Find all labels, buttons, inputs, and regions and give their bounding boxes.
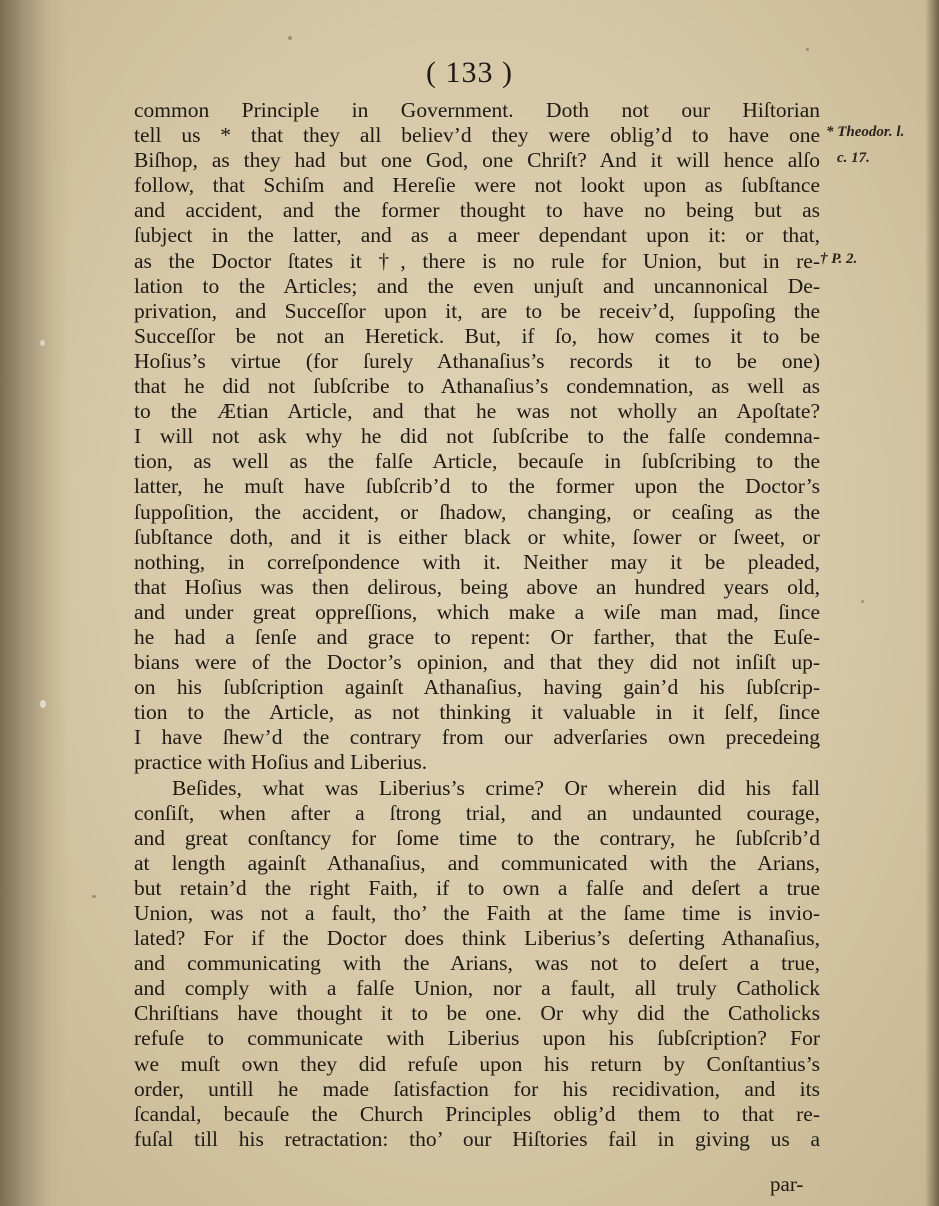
paper-speck — [806, 48, 809, 51]
text-line: but retain’d the right Faith, if to own a falſe and deſert a true — [134, 875, 820, 900]
text-line: and under great oppreſſions, which make a wiſe man mad, ſince — [134, 599, 820, 624]
text-line: he had a ſenſe and grace to repent: Or farther, that the Euſe- — [134, 624, 820, 649]
text-line: order, untill he made ſatisfaction for his recidivation, and its — [134, 1076, 820, 1101]
text-line: lated? For if the Doctor does think Liberius’s deſerting Athanaſius, — [134, 926, 820, 951]
text-line: ſubſtance doth, and it is either black or white, ſower or ſweet, or — [134, 524, 820, 549]
text-line: and great conſtancy for ſome time to the contrary, he ſubſcrib’d — [134, 825, 820, 850]
text-line: that Hoſius was then delirous, being above an hundred years old, — [134, 574, 820, 599]
text-line: conſiſt, when after a ſtrong trial, and an undaunted courage, — [134, 800, 820, 825]
text-line: ſubject in the latter, and as a meer dependant upon it: or that, — [134, 223, 820, 248]
margin-note: * Theodor. l. — [826, 124, 905, 140]
text-line: as the Doctor ſtates it †, there is no rule for Union, but in re- — [134, 248, 820, 273]
catchword: par- — [770, 1172, 804, 1196]
text-line: refuſe to communicate with Liberius upon his ſubſcription? For — [134, 1026, 820, 1051]
page-number: ( 133 ) — [426, 56, 513, 89]
text-line: tell us * that they all believ’d they were oblig’d to have one — [134, 123, 820, 148]
body-text — [134, 98, 820, 1152]
paper-speck — [861, 600, 864, 603]
paper-speck — [92, 895, 96, 898]
paper-speck — [288, 36, 292, 40]
text-line: Succeſſor be not an Heretick. But, if ſo, how comes it to be — [134, 323, 820, 348]
text-line: Biſhop, as they had but one God, one Chriſt? And it will hence alſo — [134, 148, 820, 173]
text-line: I will not ask why he did not ſubſcribe to the falſe condemna- — [134, 424, 820, 449]
text-line: Beſides, what was Liberius’s crime? Or wherein did his fall — [172, 775, 820, 800]
page-binding-shadow — [0, 0, 70, 1206]
text-line: Union, was not a fault, tho’ the Faith at the ſame time is invio- — [134, 901, 820, 925]
text-line: tion to the Article, as not thinking it valuable in it ſelf, ſince — [134, 700, 820, 725]
paper-speck — [40, 700, 46, 708]
page-edge-shadow — [925, 0, 939, 1206]
margin-note: † P. 2. — [820, 251, 858, 267]
text-line: at length againſt Athanaſius, and communicated with the Arians, — [134, 850, 820, 875]
text-line: bians were of the Doctor’s opinion, and that they did not inſiſt up- — [134, 650, 820, 675]
text-line: latter, he muſt have ſubſcrib’d to the former upon the Doctor’s — [134, 474, 820, 499]
text-line: follow, that Schiſm and Hereſie were not lookt upon as ſubſtance — [134, 173, 820, 198]
text-line: fuſal till his retractation: tho’ our Hiſtories fail in giving us a — [134, 1126, 820, 1151]
text-line: and communicating with the Arians, was not to deſert a true, — [134, 951, 820, 976]
text-line: practice with Hoſius and Liberius. — [134, 750, 428, 775]
paper-speck — [40, 340, 45, 346]
text-line: tion, as well as the falſe Article, becauſe in ſubſcribing to the — [134, 449, 820, 474]
text-line: privation, and Succeſſor upon it, are to be receiv’d, ſuppoſing the — [134, 298, 820, 323]
text-line: we muſt own they did refuſe upon his return by Conſtantius’s — [134, 1051, 820, 1076]
text-line: I have ſhew’d the contrary from our adverſaries own precedeing — [134, 725, 820, 750]
text-line: on his ſubſcription againſt Athanaſius, having gain’d his ſubſcrip- — [134, 675, 820, 700]
text-line: Hoſius’s virtue (for ſurely Athanaſius’s records it to be one) — [134, 348, 820, 373]
text-line: ſcandal, becauſe the Church Principles oblig’d them to that re- — [134, 1101, 820, 1126]
text-line: ſuppoſition, the accident, or ſhadow, changing, or ceaſing as the — [134, 499, 820, 524]
margin-note: c. 17. — [837, 150, 870, 166]
text-line: and accident, and the former thought to have no being but as — [134, 198, 820, 223]
text-line: nothing, in correſpondence with it. Neither may it be pleaded, — [134, 549, 820, 574]
text-line: lation to the Articles; and the even unjuſt and uncannonical De- — [134, 273, 820, 298]
text-line: Chriſtians have thought it to be one. Or why did the Catholicks — [134, 1001, 820, 1026]
text-line: that he did not ſubſcribe to Athanaſius’s condemnation, as well as — [134, 374, 820, 399]
text-line: to the Ætian Article, and that he was not wholly an Apoſtate? — [134, 399, 820, 424]
text-line: common Principle in Government. Doth not our Hiſtorian — [134, 98, 820, 122]
text-line: and comply with a falſe Union, nor a fault, all truly Catholick — [134, 976, 820, 1001]
